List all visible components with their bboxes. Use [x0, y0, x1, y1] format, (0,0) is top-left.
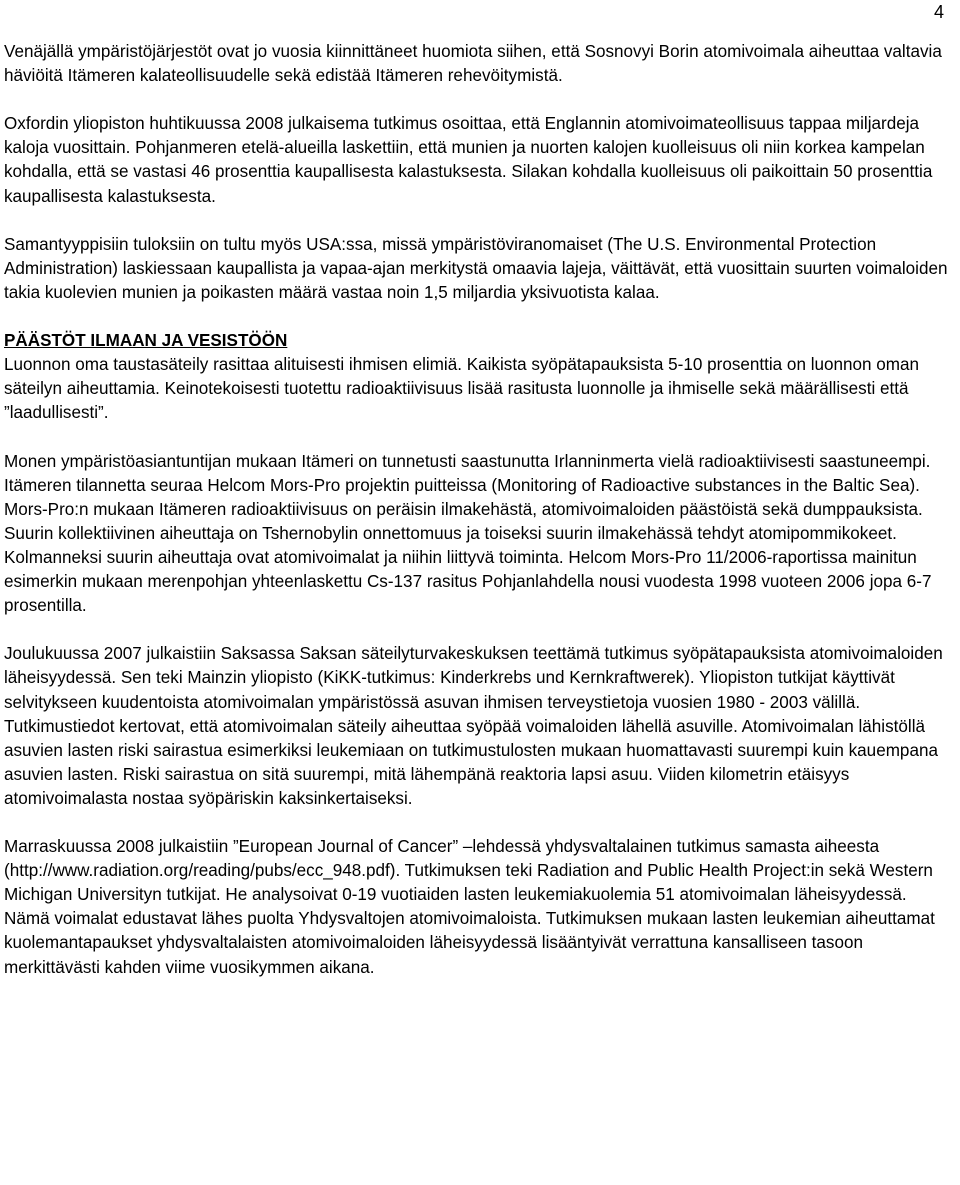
- paragraph-usa-findings: Samantyyppisiin tuloksiin on tultu myös USA:ssa, missä ympäristöviranomaiset (The U.S. Environmental Protection Administration) laskiessaan kaupallista ja vapaa-ajan merkitystä omaavia lajeja, väittävät, että vuosittain suurten voimaloiden takia kuolevien munien ja poikasten määrä vastaa noin 1,5 miljardia yksivuotista kalaa.: [4, 234, 948, 302]
- paragraph-kikk-study: Joulukuussa 2007 julkaistiin Saksassa Saksan säteilyturvakeskuksen teettämä tutkimus syöpätapauksista atomivoimaloiden läheisyydessä. Sen teki Mainzin yliopisto (KiKK-tutkimus: Kinderkrebs und Kernkraftwerek). Yliopiston tutkijat käyttivät selvitykseen kuudentoista atomivoimalan ympäristössä asuvan ihmisen terveystietoja vuosien 1980 - 2003 välillä. Tutkimustiedot kertovat, että atomivoimalan säteily aiheuttaa syöpää voimaloiden lähellä asuville. Atomivoimalan lähistöllä asuvien lasten riski sairastua esimerkiksi leukemiaan on tutkimustulosten mukaan huomattavasti suurempi kuin kauempana asuvien lasten. Riski sairastua on sitä suurempi, mitä lähempänä reaktoria lapsi asuu. Viiden kilometrin etäisyys atomivoimalasta nostaa syöpäriskin kaksinkertaiseksi.: [4, 644, 943, 808]
- section-heading: PÄÄSTÖT ILMAAN JA VESISTÖÖN: [4, 331, 288, 351]
- page-number: 4: [933, 2, 944, 22]
- paragraph-oxford-study: Oxfordin yliopiston huhtikuussa 2008 julkaisema tutkimus osoittaa, että Englannin atomivoimateollisuus tappaa miljardeja kaloja vuosittain. Pohjanmeren etelä-alueilla laskettiin, että munien ja nuorten kalojen kuolleisuus oli niin korkea kampelan kohdalla, että se vastasi 46 prosenttia kaupallisesta kalastuksesta. Silakan kohdalla kuolleisuus oli paikoittain 50 prosenttia kaupallisesta kalastuksesta.: [4, 114, 933, 206]
- paragraph-background-radiation: Luonnon oma taustasäteily rasittaa alituisesti ihmisen elimiä. Kaikista syöpätapauksista 5-10 prosenttia on luonnon oman säteilyn aiheuttamia. Keinotekoisesti tuotettu radioaktiivisuus lisää rasitusta luonnolle ja ihmiselle sekä määrällisesti että ”laadullisesti”.: [4, 355, 920, 423]
- paragraph-european-journal-study: Marraskuussa 2008 julkaistiin ”European Journal of Cancer” –lehdessä yhdysvaltalainen tutkimus samasta aiheesta (http://www.radiation.org/reading/pubs/ecc_948.pdf). Tutkimuksen teki Radiation and Public Health Project:in sekä Western Michigan Universityn tutkijat. He analysoivat 0-19 vuotiaiden lasten leukemiakuolemia 51 atomivoimalan läheisyydessä. Nämä voimalat edustavat lähes puolta Yhdysvaltojen atomivoimaloista. Tutkimuksen mukaan lasten leukemian aiheuttamat kuolemantapaukset yhdysvaltalaisten atomivoimaloiden läheisyydessä lisääntyivät verrattuna kansalliseen tasoon merkittävästi kahden viime vuosikymmen aikana.: [4, 837, 935, 977]
- paragraph-sosnovyi-bor: Venäjällä ympäristöjärjestöt ovat jo vuosia kiinnittäneet huomiota siihen, että Sosnovyi Borin atomivoimala aiheuttaa valtavia häviöitä Itämeren kalateollisuudelle sekä edistää Itämeren rehevöitymistä.: [4, 42, 942, 86]
- paragraph-baltic-radioactivity: Monen ympäristöasiantuntijan mukaan Itämeri on tunnetusti saastunutta Irlanninmerta vielä radioaktiivisesti saastuneempi. Itämeren tilannetta seuraa Helcom Mors-Pro projektin puitteissa (Monitoring of Radioactive substances in the Baltic Sea). Mors-Pro:n mukaan Itämeren radioaktiivisuus on peräisin ilmakehästä, atomivoimaloiden päästöistä sekä dumppauksista. Suurin kollektiivinen aiheuttaja on Tshernobylin onnettomuus ja toiseksi suurin ilmakehässä tehdyt atomipommikokeet. Kolmanneksi suurin aiheuttaja ovat atomivoimalat ja niihin liittyvä toiminta. Helcom Mors-Pro 11/2006-raportissa mainitun esimerkin mukaan merenpohjan yhteenlaskettu Cs-137 rasitus Pohjanlahdella nousi vuodesta 1998 vuoteen 2006 jopa 6-7 prosentilla.: [4, 451, 932, 616]
- document-body: [4, 40, 948, 1004]
